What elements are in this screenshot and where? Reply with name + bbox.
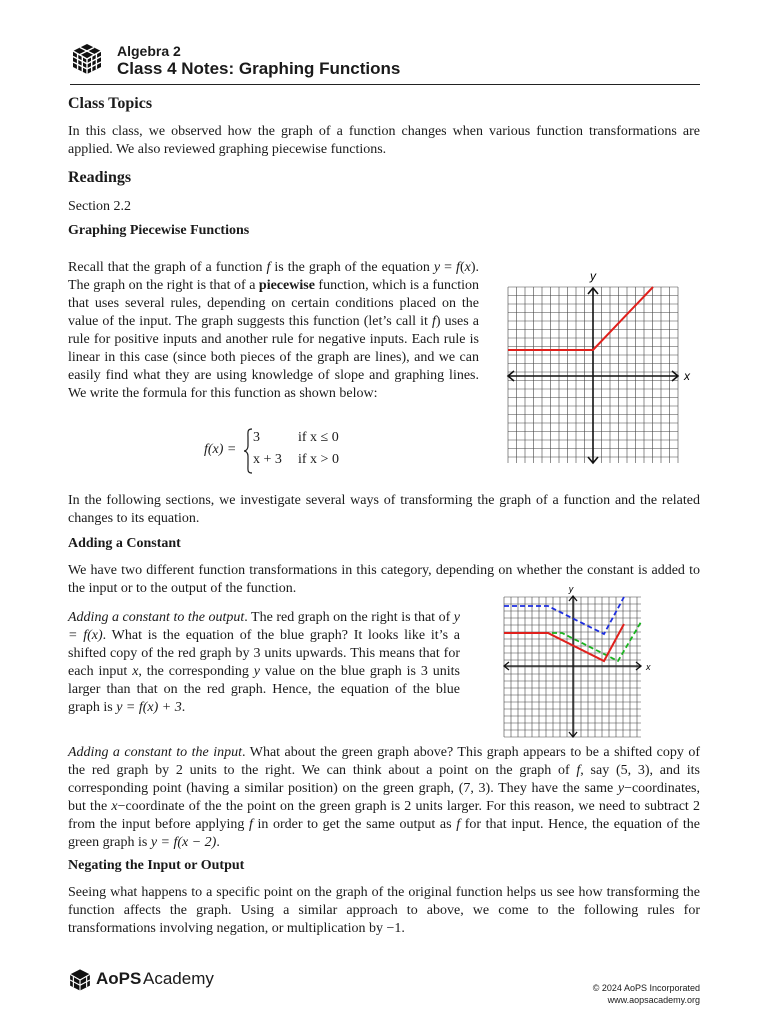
copyright: © 2024 AoPS Incorporated: [592, 983, 700, 993]
negating-heading: Negating the Input or Output: [68, 858, 245, 873]
page-title: Class 4 Notes: Graphing Functions: [117, 59, 401, 78]
brand-aops: AoPS: [96, 969, 142, 988]
website: www.aopsacademy.org: [607, 995, 700, 1005]
class-topics-body: In this class, we observed how the graph of a function changes when various function transformations are applied. We also reviewed graphing piecewise functions.: [68, 124, 700, 157]
graph1-x-label: x: [684, 369, 690, 383]
transform-intro: In the following sections, we investigate several ways of transforming the graph of a function and the related changes to its equation.: [68, 493, 700, 526]
red-piecewise-graph: [508, 287, 653, 350]
brand-academy: Academy: [143, 969, 214, 988]
negating-body: Seeing what happens to a specific point on the graph of the original function helps us see how transforming the function affects the graph. Using a similar approach to above, we come to the following rules for transformations involving negation, or multiplication by −1.: [68, 885, 700, 936]
red-graph: [504, 624, 624, 661]
formula-brace: [243, 428, 253, 474]
blue-dashed-graph: [504, 597, 624, 634]
readings-heading: Readings: [68, 169, 132, 186]
class-topics-heading: Class Topics: [68, 95, 153, 112]
adding-constant-intro: We have two different function transformations in this category, depending on whether the constant is added to the input or to the output of the function.: [68, 563, 700, 596]
constant-output-paragraph: Adding a constant to the output. The red graph on the right is that of y = f(x). What is the equation of the blue graph? It looks like it’s a shifted copy of the red graph by 3 units upwards. This means that for each input x, the corresponding y value on the blue graph is 3 units larger than that on the red graph. Hence, the equation of the blue graph is y = f(x) + 3.: [68, 610, 461, 715]
aops-footer-logo-icon: [68, 968, 92, 992]
piecewise-heading: Graphing Piecewise Functions: [68, 223, 250, 238]
adding-constant-heading: Adding a Constant: [68, 536, 181, 551]
graph2-x-label: x: [646, 662, 651, 672]
case2-condition: if x > 0: [298, 452, 339, 467]
shift-graph: [498, 582, 658, 740]
footer-info: [593, 982, 700, 1006]
constant-input-paragraph: Adding a constant to the input. What about the green graph above? This graph appears to be a shifted copy of the red graph by 2 units to the right. We can think about a point on the graph of f, say (5, 3), and its corresponding point (having a similar position) on the green graph, (7, 3). They have the same y−coordinates, but the x−coordinate of the the point on the green graph is 2 units larger. For this reason, we need to subtract 2 from the input before applying f in order to get the same output as f for that input. Hence, the equation of the green graph is y = f(x − 2).: [68, 745, 701, 850]
formula-lhs: f(x) =: [204, 442, 237, 457]
footer-brand: [68, 968, 238, 994]
course-name: Algebra 2: [117, 43, 181, 59]
piecewise-graph: [498, 266, 698, 468]
graph2-y-label: y: [568, 584, 574, 594]
case1-condition: if x ≤ 0: [298, 430, 339, 445]
aops-logo-icon: [70, 42, 104, 76]
case2-value: x + 3: [253, 452, 282, 467]
page-header: [70, 40, 700, 85]
readings-body: Section 2.2: [68, 199, 131, 214]
piecewise-paragraph: Recall that the graph of a function f is the graph of the equation y = f(x). The graph on the right is that of a piecewise function, which is a function that uses several rules, depending on certain conditions placed on the value of the input. The graph suggests this function (let’s call it f) uses a rule for positive inputs and another rule for negative inputs. Each rule is linear in this case (since both pieces of the graph are lines), and we can easily find what they are using knowledge of slope and graphing lines. We write the formula for this function as shown below:: [68, 260, 479, 401]
piecewise-formula: [200, 428, 400, 474]
graph1-y-label: y: [590, 269, 596, 283]
case1-value: 3: [253, 430, 260, 445]
